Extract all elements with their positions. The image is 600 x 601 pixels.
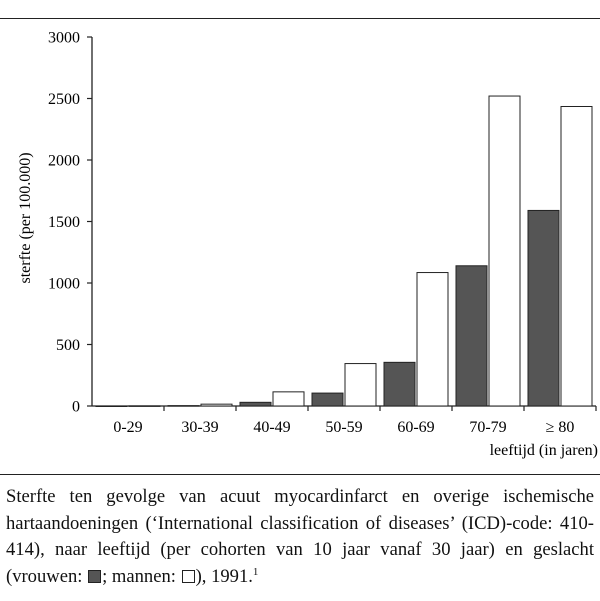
- bar-vrouwen: [528, 210, 559, 406]
- x-tick-label: 0-29: [113, 419, 143, 436]
- y-tick-label: 2000: [48, 152, 80, 170]
- y-axis: [48, 30, 92, 416]
- bar-mannen: [561, 106, 592, 406]
- bar-vrouwen: [96, 406, 127, 407]
- caption-text-after: ), 1991.: [195, 565, 253, 587]
- bar-mannen: [273, 392, 304, 406]
- bar-mannen: [201, 404, 232, 406]
- y-tick-label: 500: [56, 337, 80, 354]
- men-swatch-icon: [182, 570, 195, 583]
- bar-vrouwen: [384, 362, 415, 406]
- caption-text-before: Sterfte ten gevolge van acuut myocardinfarct en overige ischemische hartaandoeningen (‘International classification of diseases’ (ICD)-code: 410-414), naar leeftijd (per cohorten van 10 jaar vanaf 30 jaar) en geslacht (vrouwen:: [6, 486, 594, 587]
- caption-rule: [0, 474, 600, 475]
- bars: [96, 96, 592, 406]
- caption-text-middle: ; mannen:: [102, 565, 181, 587]
- x-tick-label: ≥ 80: [545, 419, 575, 436]
- x-axis: [92, 406, 596, 436]
- y-tick-label: 3000: [48, 29, 80, 47]
- bar-vrouwen: [312, 393, 343, 406]
- x-tick-label: 40-49: [253, 419, 291, 436]
- x-tick-label: 60-69: [397, 419, 435, 436]
- bar-vrouwen: [456, 266, 487, 406]
- x-tick-label: 50-59: [325, 419, 363, 436]
- bar-mannen: [417, 273, 448, 406]
- caption-footnote: 1: [252, 565, 259, 578]
- bar-vrouwen: [240, 402, 271, 406]
- figure-caption: [6, 484, 594, 590]
- x-tick-label: 70-79: [469, 419, 507, 436]
- y-tick-label: 0: [72, 398, 80, 416]
- women-swatch-icon: [88, 570, 101, 583]
- y-tick-label: 1500: [48, 214, 80, 231]
- bar-vrouwen: [168, 406, 199, 407]
- bar-mannen: [345, 364, 376, 406]
- y-axis-label: sterfte (per 100.000): [17, 152, 34, 284]
- x-axis-label: leeftijd (in jaren): [489, 442, 598, 459]
- bar-mannen: [489, 96, 520, 406]
- bar-mannen: [129, 406, 160, 407]
- x-tick-label: 30-39: [181, 419, 219, 436]
- y-tick-label: 1000: [48, 275, 80, 293]
- y-tick-label: 2500: [48, 91, 80, 108]
